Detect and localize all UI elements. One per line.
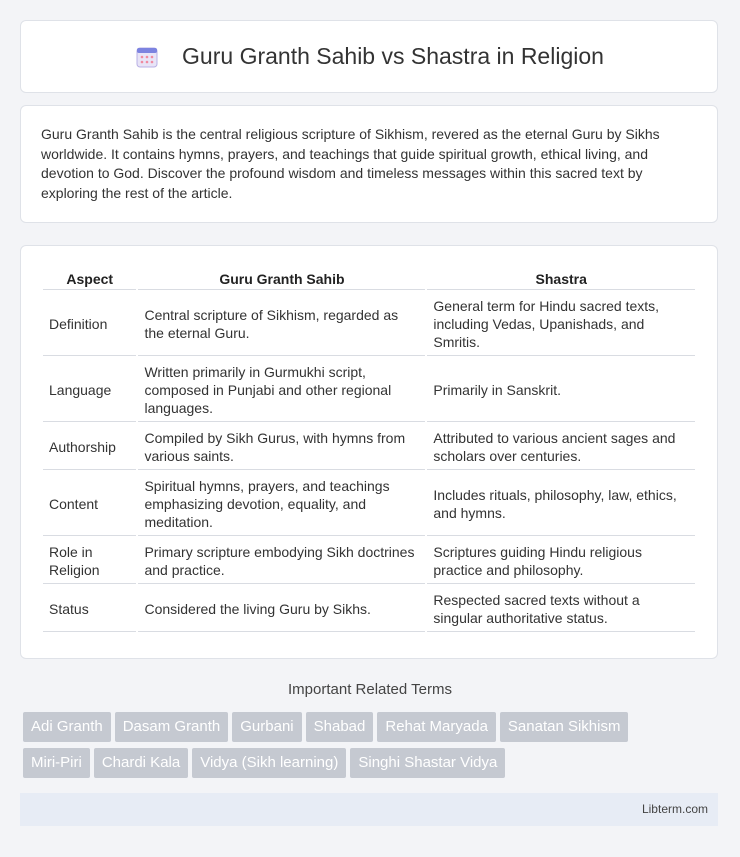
row-shastra: Respected sacred texts without a singular authoritative status. [427, 586, 695, 632]
row-aspect: Content [43, 472, 136, 536]
tag-sanatan-sikhism[interactable]: Sanatan Sikhism [500, 712, 629, 742]
row-aspect: Definition [43, 292, 136, 356]
calendar-icon [134, 44, 160, 70]
tag-miri-piri[interactable]: Miri-Piri [23, 748, 90, 778]
row-guru-granth-sahib: Spiritual hymns, prayers, and teachings emphasizing devotion, equality, and meditation. [138, 472, 425, 536]
row-shastra: Primarily in Sanskrit. [427, 358, 695, 422]
row-guru-granth-sahib: Written primarily in Gurmukhi script, composed in Punjabi and other regional languages. [138, 358, 425, 422]
row-guru-granth-sahib: Central scripture of Sikhism, regarded as the eternal Guru. [138, 292, 425, 356]
row-aspect: Role in Religion [43, 538, 136, 584]
table-row [43, 586, 695, 632]
tag-dasam-granth[interactable]: Dasam Granth [115, 712, 229, 742]
table-row [43, 424, 695, 470]
row-aspect: Authorship [43, 424, 136, 470]
page-title: Guru Granth Sahib vs Shastra in Religion [182, 43, 604, 69]
row-aspect: Status [43, 586, 136, 632]
row-aspect: Language [43, 358, 136, 422]
tag-chardi-kala[interactable]: Chardi Kala [94, 748, 188, 778]
header-aspect: Aspect [43, 266, 136, 290]
comparison-card [20, 245, 718, 659]
tag-gurbani[interactable]: Gurbani [232, 712, 301, 742]
row-shastra: Scriptures guiding Hindu religious practice and philosophy. [427, 538, 695, 584]
row-shastra: Includes rituals, philosophy, law, ethics, and hymns. [427, 472, 695, 536]
row-guru-granth-sahib: Primary scripture embodying Sikh doctrines and practice. [138, 538, 425, 584]
header-guru-granth-sahib: Guru Granth Sahib [138, 266, 425, 290]
table-row [43, 538, 695, 584]
footer [20, 793, 718, 826]
intro-text: Guru Granth Sahib is the central religious scripture of Sikhism, revered as the eternal Guru by Sikhs worldwide. It contains hymns, prayers, and teachings that guide spiritual growth, ethical living, and devotion to God. Discover the profound wisdom and timeless messages within this sacred text by exploring the rest of the article. [41, 126, 660, 201]
table-row [43, 358, 695, 422]
tag-vidya[interactable]: Vidya (Sikh learning) [192, 748, 346, 778]
tag-singhi-shastar-vidya[interactable]: Singhi Shastar Vidya [350, 748, 505, 778]
tag-rehat-maryada[interactable]: Rehat Maryada [377, 712, 496, 742]
table-row [43, 472, 695, 536]
row-guru-granth-sahib: Compiled by Sikh Gurus, with hymns from various saints. [138, 424, 425, 470]
comparison-table [41, 264, 697, 634]
row-shastra: Attributed to various ancient sages and scholars over centuries. [427, 424, 695, 470]
row-guru-granth-sahib: Considered the living Guru by Sikhs. [138, 586, 425, 632]
related-terms-title: Important Related Terms [288, 681, 452, 698]
intro-card [20, 105, 718, 223]
tag-adi-granth[interactable]: Adi Granth [23, 712, 111, 742]
table-header-row [43, 266, 695, 290]
row-shastra: General term for Hindu sacred texts, including Vedas, Upanishads, and Smritis. [427, 292, 695, 356]
tag-shabad[interactable]: Shabad [306, 712, 374, 742]
header-shastra: Shastra [427, 266, 695, 290]
related-tags [23, 712, 723, 784]
title-card [20, 20, 718, 93]
table-row [43, 292, 695, 356]
footer-link[interactable]: Libterm.com [641, 802, 708, 816]
